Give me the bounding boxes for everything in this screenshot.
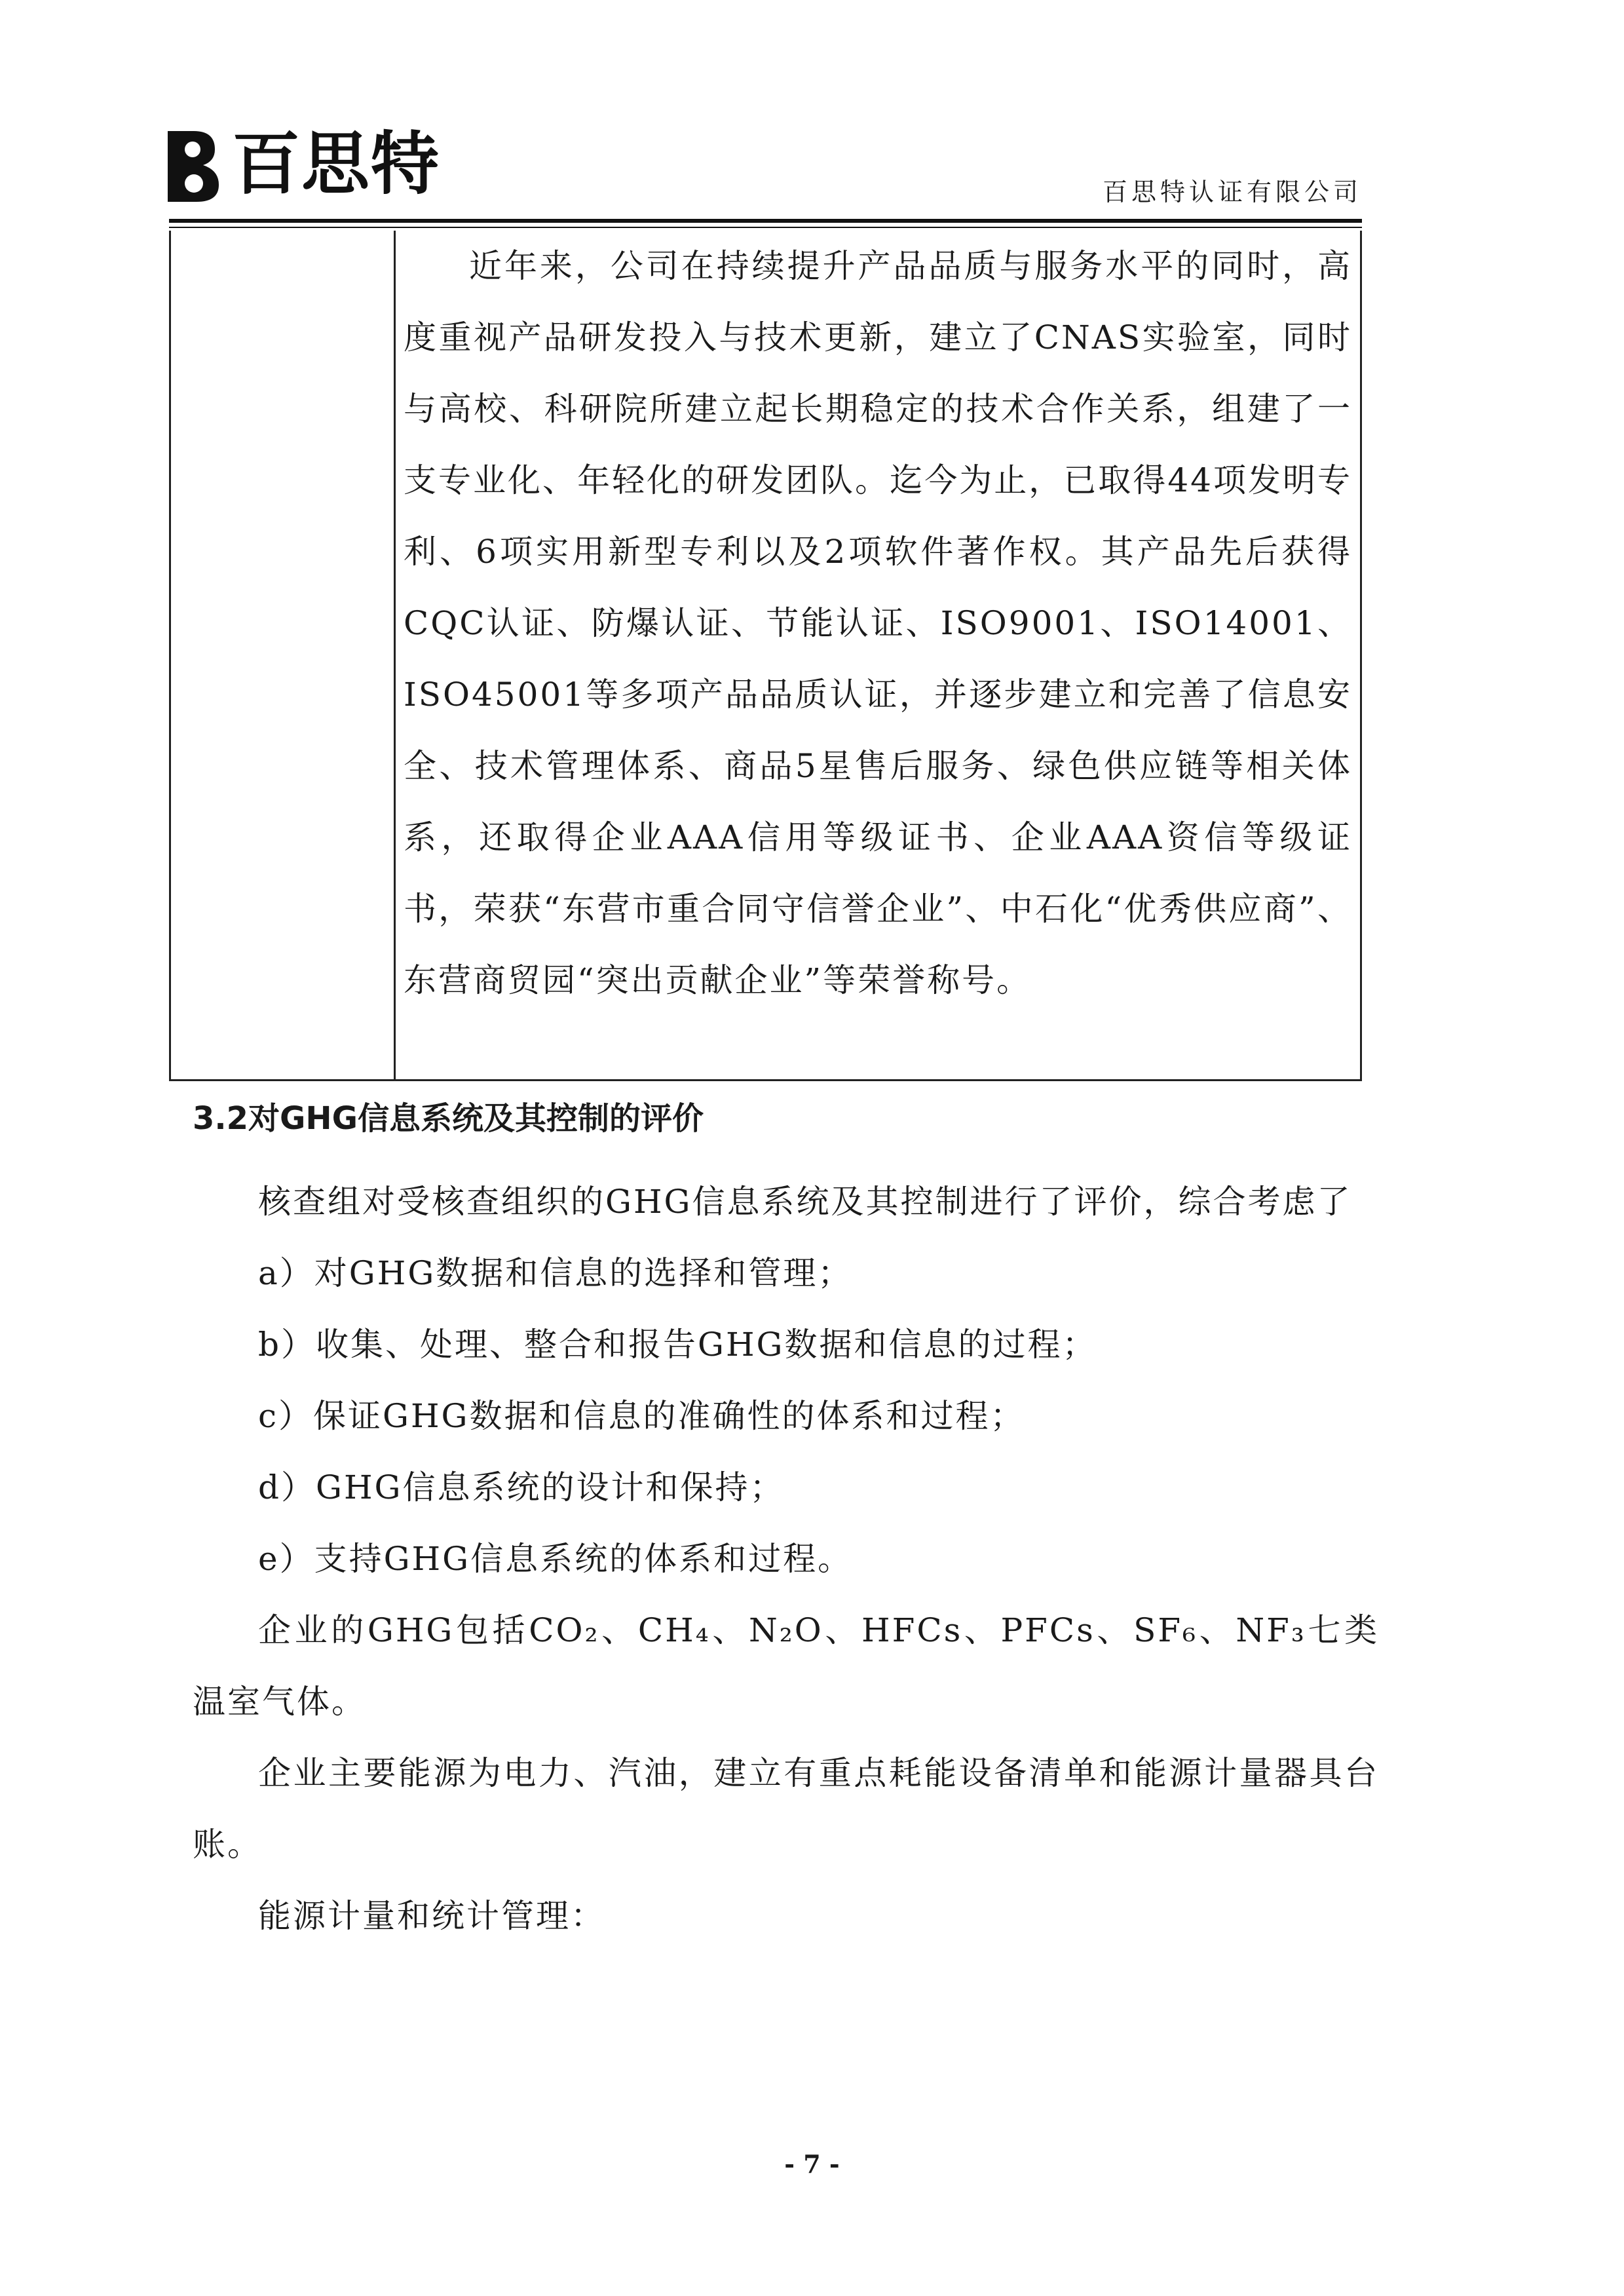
gas-pfcs: PFCs [1000, 1611, 1095, 1649]
section-heading: 3.2对GHG信息系统及其控制的评价 [193, 1100, 704, 1137]
list-item-c: c）保证GHG数据和信息的准确性的体系和过程； [258, 1397, 1025, 1435]
gas-n2o: N₂O [748, 1611, 823, 1649]
info-table [169, 231, 1362, 1081]
header-rule-thin [169, 227, 1362, 228]
table-column-divider [394, 231, 396, 1079]
gas-hfcs: HFCs [861, 1611, 963, 1649]
list-item-b: b）收集、处理、整合和报告GHG数据和信息的过程； [258, 1326, 1097, 1364]
intro-paragraph: 核查组对受核查组织的GHG信息系统及其控制进行了评价，综合考虑了 [258, 1183, 1352, 1221]
section-body [193, 1166, 1379, 1952]
logo-mark-icon [155, 124, 227, 203]
gas-paragraph: 企业的GHG包括CO₂、CH₄、N₂O、HFCs、PFCs、SF₆、NF₃七类温室气体。 [193, 1611, 1380, 1721]
page-number: - 7 - [784, 2149, 840, 2179]
header-rule-thick [169, 219, 1362, 223]
gas-nf3: NF₃ [1236, 1611, 1306, 1649]
company-logo [155, 124, 440, 203]
company-name: 百思特认证有限公司 [1102, 178, 1362, 206]
table-cell-description [404, 231, 1352, 1016]
gas-co2: CO₂ [529, 1611, 600, 1649]
energy-paragraph: 企业主要能源为电力、汽油，建立有重点耗能设备清单和能源计量器具台账。 [193, 1754, 1379, 1864]
list-item-e: e）支持GHG信息系统的体系和过程。 [258, 1540, 853, 1578]
logo-text: 百思特 [232, 124, 441, 204]
list-item-a: a）对GHG数据和信息的选择和管理； [258, 1254, 853, 1292]
cell-paragraph: 近年来，公司在持续提升产品品质与服务水平的同时，高度重视产品研发投入与技术更新，建立了CNAS实验室，同时与高校、科研院所建立起长期稳定的技术合作关系，组建了一支专业化、年轻化的研发团队。迄今为止，已取得44项发明专利、6项实用新型专利以及2项软件著作权。其产品先后获得CQC认证、防爆认证、节能认证、ISO9001、ISO14001、ISO45001等多项产品品质认证，并逐步建立和完善了信息安全、技术管理体系、商品5星售后服务、绿色供应链等相关体系，还取得企业AAA信用等级证书、企业AAA资信等级证书，荣获“东营市重合同守信誉企业”、中石化“优秀供应商”、东营商贸园“突出贡献企业”等荣誉称号。 [404, 247, 1352, 999]
gas-ch4: CH₄ [637, 1611, 711, 1649]
gas-sf6: SF₆ [1133, 1611, 1198, 1649]
gas-suffix: 七类温室气体。 [193, 1611, 1380, 1721]
list-item-d: d）GHG信息系统的设计和保持； [258, 1468, 785, 1506]
metering-paragraph: 能源计量和统计管理： [258, 1897, 605, 1935]
